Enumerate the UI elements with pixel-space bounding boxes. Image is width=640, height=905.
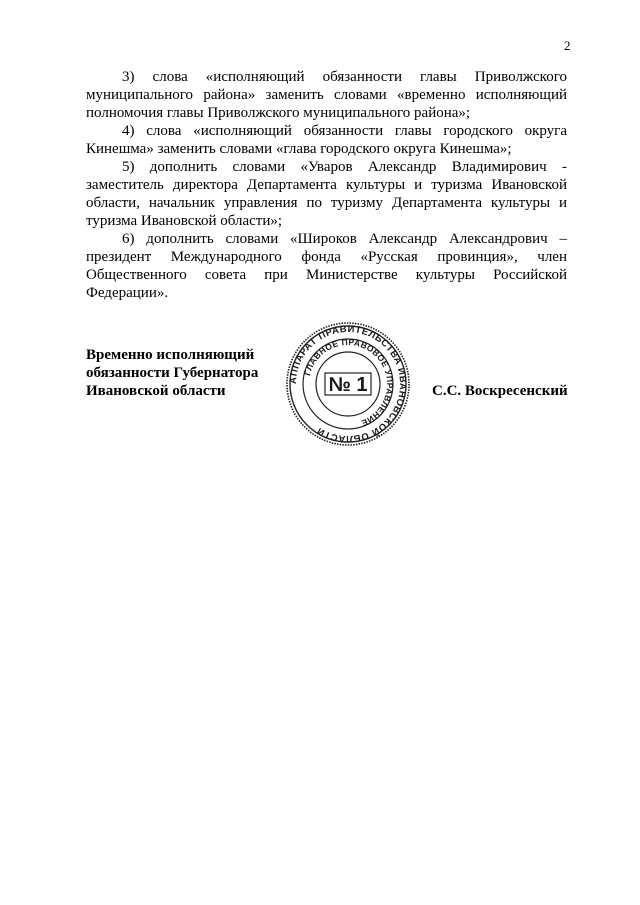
seal-outer-text: АППАРАТ ПРАВИТЕЛЬСТВА ИВАНОВСКОЙ ОБЛАСТИ bbox=[287, 323, 409, 445]
signatory-position-line: Ивановской области bbox=[86, 383, 226, 399]
paragraph-item-5: 5) дополнить словами «Уваров Александр Владимирович - заместитель директора Департамента культуры и туризма Ивановской области, начальник управления по туризму Департамента культуры и туризма Ивановской области»; bbox=[86, 159, 567, 229]
signatory-position bbox=[86, 346, 258, 400]
seal-inner-text: ГЛАВНОЕ ПРАВОВОЕ УПРАВЛЕНИЕ bbox=[302, 336, 396, 429]
official-seal-stamp bbox=[285, 321, 411, 447]
seal-number: № 1 bbox=[328, 374, 368, 396]
paragraph-item-4: 4) слова «исполняющий обязанности главы городского округа Кинешма» заменить словами «глава городского округа Кинешма»; bbox=[86, 123, 567, 157]
paragraph-item-3: 3) слова «исполняющий обязанности главы Приволжского муниципального района» заменить словами «временно исполняющий полномочия главы Приволжского муниципального района»; bbox=[86, 69, 567, 121]
signatory-position-line: Временно исполняющий bbox=[86, 347, 255, 363]
document-body bbox=[86, 68, 567, 302]
page-number: 2 bbox=[564, 38, 571, 53]
signatory-name: С.С. Воскресенский bbox=[432, 383, 568, 399]
signatory-position-line: обязанности Губернатора bbox=[86, 365, 259, 381]
paragraph-item-6: 6) дополнить словами «Широков Александр Александрович – президент Международного фонда «Русская провинция», член Общественного совета при Министерстве культуры Российской Федерации». bbox=[86, 231, 567, 301]
